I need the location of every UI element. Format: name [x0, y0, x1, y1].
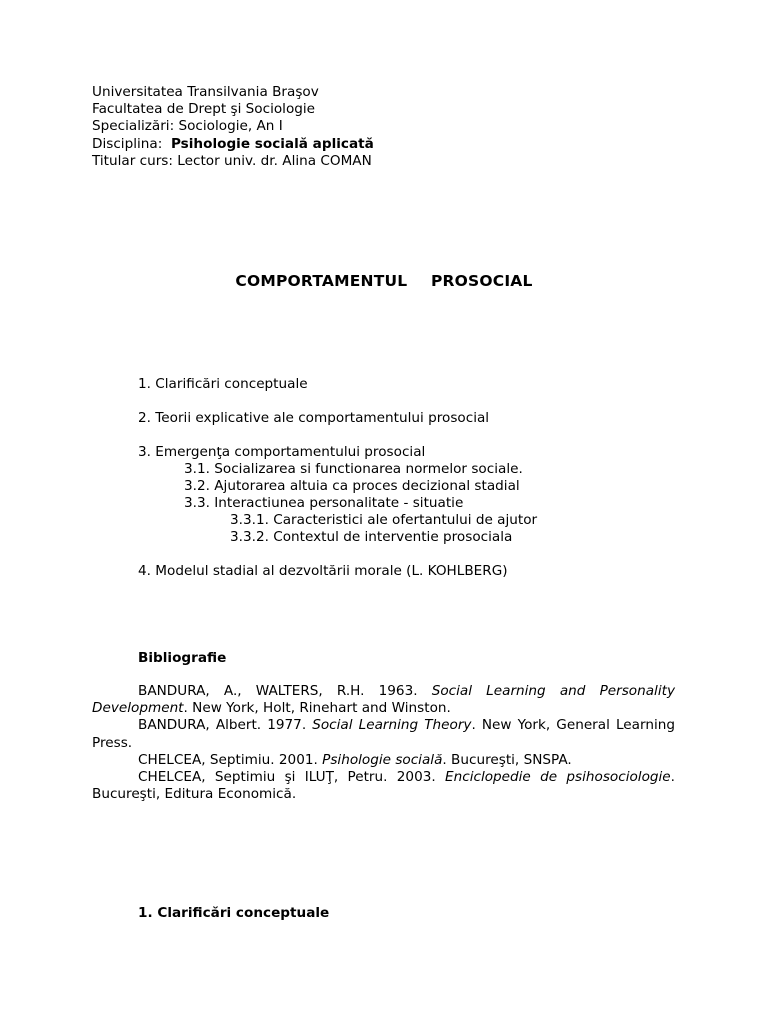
toc-item-1: 1. Clarificări conceptuale [138, 376, 308, 392]
toc-item-3-3-1: 3.3.1. Caracteristici ale ofertantului de ajutor [230, 512, 538, 528]
bibliography-list [92, 683, 675, 803]
toc-item-3-1: 3.1. Socializarea si functionarea normelor sociale. [184, 461, 523, 477]
toc-item-3-3: 3.3. Interactiunea personalitate - situatie [184, 495, 464, 511]
document-header [92, 84, 374, 170]
faculty-line: Facultatea de Drept şi Sociologie [92, 101, 316, 118]
toc-item-2: 2. Teorii explicative ale comportamentului prosocial [138, 410, 490, 426]
toc-item-3-3-2: 3.3.2. Contextul de interventie prosociala [230, 529, 513, 545]
discipline-label: Disciplina: [92, 135, 163, 152]
section-1-heading: 1. Clarificări conceptuale [138, 905, 330, 921]
specializations-line: Specializări: Sociologie, An I [92, 118, 283, 135]
university-line: Universitatea Transilvania Braşov [92, 84, 319, 100]
bibliography-entry: BANDURA, A., WALTERS, R.H. 1963. Social Learning and Personality Development. New York, Holt, Rinehart and Winston. [92, 683, 675, 717]
instructor-line: Titular curs: Lector univ. dr. Alina COMAN [92, 152, 372, 169]
discipline-name: Psihologie socială aplicată [170, 135, 374, 152]
bibliography-entry: CHELCEA, Septimiu. 2001. Psihologie socială. Bucureşti, SNSPA. [138, 751, 572, 768]
document-title: COMPORTAMENTUL PROSOCIAL [235, 272, 533, 290]
toc-item-3-2: 3.2. Ajutorarea altuia ca proces decizional stadial [184, 478, 520, 494]
bibliography-heading: Bibliografie [138, 650, 227, 666]
table-of-contents [138, 376, 537, 580]
bibliography-entry: BANDURA, Albert. 1977. Social Learning Theory. New York, General Learning Press. [92, 717, 675, 751]
bibliography-entry: CHELCEA, Septimiu şi ILUŢ, Petru. 2003. Enciclopedie de psihosociologie. Bucureşti, Editura Economică. [92, 769, 675, 803]
toc-item-3: 3. Emergenţa comportamentului prosocial [138, 444, 426, 460]
discipline-line [92, 136, 374, 153]
toc-item-4: 4. Modelul stadial al dezvoltării morale (L. KOHLBERG) [138, 563, 508, 579]
